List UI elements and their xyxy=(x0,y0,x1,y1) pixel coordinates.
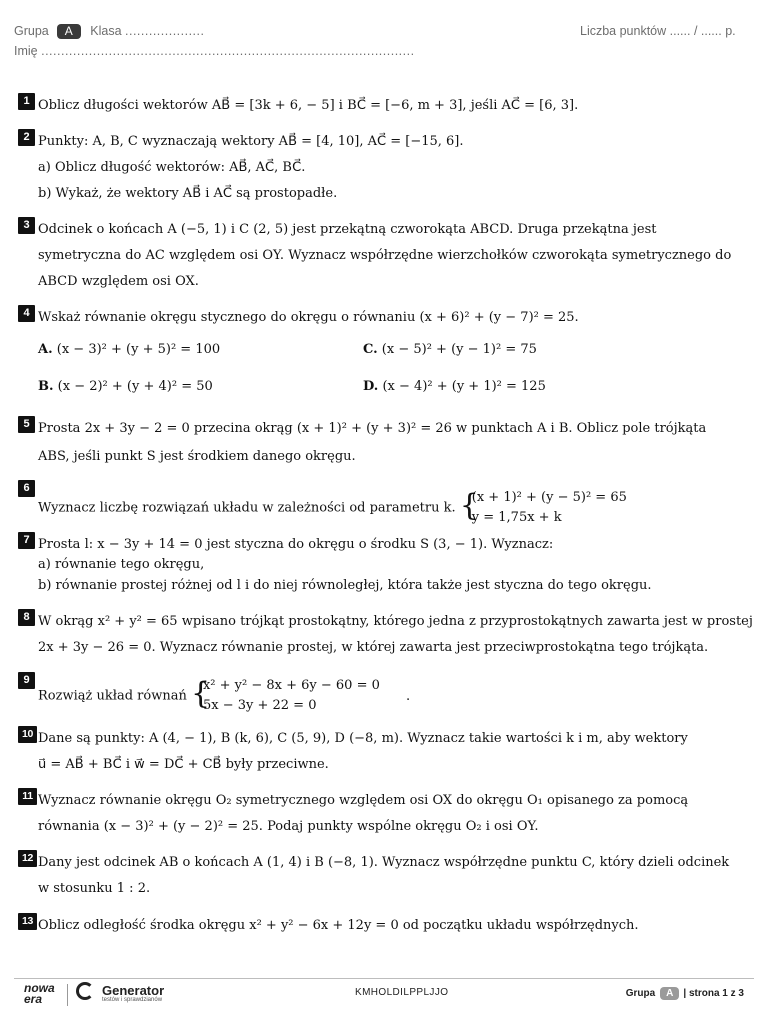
task-text: w stosunku 1 : 2. xyxy=(38,881,151,896)
footer-group-badge: A xyxy=(660,987,679,1000)
page-indicator: Grupa A | strona 1 z 3 xyxy=(625,988,744,999)
points-field: Liczba punktów ...... / ...... p. xyxy=(580,24,736,38)
group-badge: A xyxy=(57,24,81,39)
task-subpoint-a: a) Oblicz długość wektorów: AB⃗, AC⃗, BC⃗. xyxy=(38,160,306,175)
answer-option-a[interactable]: A. (x − 3)² + (y + 5)² = 100 xyxy=(38,342,221,357)
answer-option-c[interactable]: C. (x − 5)² + (y − 1)² = 75 xyxy=(363,342,537,357)
task-number: 10 xyxy=(18,726,37,743)
answer-option-d[interactable]: D. (x − 4)² + (y + 1)² = 125 xyxy=(363,379,546,394)
logo-separator xyxy=(67,984,68,1006)
task-text: Dane są punkty: A (4, − 1), B (k, 6), C (5, 9), D (−8, m). Wyznacz takie wartości k i m, aby wektory xyxy=(38,731,688,746)
task-number: 1 xyxy=(18,93,35,110)
task-number: 3 xyxy=(18,217,35,234)
name-blank[interactable]: .............................................................................................. xyxy=(41,44,415,58)
task-text: Wyznacz równanie okręgu O₂ symetrycznego względem osi OX do okręgu O₁ opisanego za pomocą xyxy=(38,793,689,808)
task-number: 4 xyxy=(18,305,35,322)
task-text: Rozwiąż układ równań { x² + y² − 8x + 6y − 60 = 0 5x − 3y + 22 = 0 . xyxy=(38,676,410,716)
task-text: Oblicz długości wektorów AB⃗ = [3k + 6, − 5] i BC⃗ = [−6, m + 3], jeśli AC⃗ = [6, 3]. xyxy=(38,98,579,113)
task-text: Oblicz odległość środka okręgu x² + y² − 6x + 12y = 0 od początku układu współrzędnych. xyxy=(38,918,639,933)
task-text: Wyznacz liczbę rozwiązań układu w zależności od parametru k. { (x + 1)² + (y − 5)² = 65 y = 1,75x + k xyxy=(38,488,627,528)
nowa-era-logo: nowa era xyxy=(24,981,55,1006)
task-number: 6 xyxy=(18,480,35,497)
task-text: u⃗ = AB⃗ + BC⃗ i w⃗ = DC⃗ + CB⃗ były przeciwne. xyxy=(38,757,329,772)
task-text: 2x + 3y − 26 = 0. Wyznacz równanie prostej, w której zawarta jest przeciwprostokątna tego trójkąta. xyxy=(38,640,709,655)
task-subpoint-a: a) równanie tego okręgu, xyxy=(38,557,205,572)
name-field xyxy=(14,44,415,58)
test-code: KMHOLDILPPLJJO xyxy=(355,987,449,998)
class-blank[interactable]: .................... xyxy=(125,24,205,38)
task-number: 11 xyxy=(18,788,37,805)
footer-divider xyxy=(14,978,754,979)
task-number: 13 xyxy=(18,913,37,930)
task-text: symetryczna do AC względem osi OY. Wyznacz współrzędne wierzchołków czworokąta symetrycznego do xyxy=(38,248,732,263)
task-text: Prosta 2x + 3y − 2 = 0 przecina okrąg (x + 1)² + (y + 3)² = 26 w punktach A i B. Oblicz pole trójkąta xyxy=(38,421,707,436)
task-text: ABS, jeśli punkt S jest środkiem danego okręgu. xyxy=(38,449,356,464)
equation-system: { x² + y² − 8x + 6y − 60 = 0 5x − 3y + 22 = 0 xyxy=(191,676,380,716)
task-number: 9 xyxy=(18,672,35,689)
task-text: Punkty: A, B, C wyznaczają wektory AB⃗ = [4, 10], AC⃗ = [−15, 6]. xyxy=(38,134,464,149)
class-label: Klasa xyxy=(90,24,122,38)
task-text: Odcinek o końcach A (−5, 1) i C (2, 5) jest przekątną czworokąta ABCD. Druga przekątna jest xyxy=(38,222,657,237)
task-number: 12 xyxy=(18,850,37,867)
name-label: Imię xyxy=(14,44,38,58)
task-subpoint-b: b) Wykaż, że wektory AB⃗ i AC⃗ są prostopadłe. xyxy=(38,186,338,201)
task-text: Dany jest odcinek AB o końcach A (1, 4) i B (−8, 1). Wyznacz współrzędne punktu C, który dzieli odcinek xyxy=(38,855,730,870)
task-subpoint-b: b) równanie prostej różnej od l i do niej równoległej, która także jest styczna do tego okręgu. xyxy=(38,578,652,593)
task-number: 2 xyxy=(18,129,35,146)
task-text: ABCD względem osi OX. xyxy=(38,274,199,289)
task-text: Wskaż równanie okręgu stycznego do okręgu o równaniu (x + 6)² + (y − 7)² = 25. xyxy=(38,310,579,325)
task-number: 8 xyxy=(18,609,35,626)
answer-option-b[interactable]: B. (x − 2)² + (y + 4)² = 50 xyxy=(38,379,213,394)
group-label: Grupa xyxy=(14,24,49,38)
group-field xyxy=(14,24,204,39)
equation-system: { (x + 1)² + (y − 5)² = 65 y = 1,75x + k xyxy=(460,488,627,528)
task-text: W okrąg x² + y² = 65 wpisano trójkąt prostokątny, którego jedna z przyprostokątnych zawarta jest w prostej xyxy=(38,614,753,629)
task-number: 7 xyxy=(18,532,35,549)
generator-g-icon xyxy=(76,982,94,1000)
task-text: równania (x − 3)² + (y − 2)² = 25. Podaj punkty wspólne okręgu O₂ i osi OY. xyxy=(38,819,539,834)
task-number: 5 xyxy=(18,416,35,433)
task-text: Prosta l: x − 3y + 14 = 0 jest styczna do okręgu o środku S (3, − 1). Wyznacz: xyxy=(38,537,554,552)
